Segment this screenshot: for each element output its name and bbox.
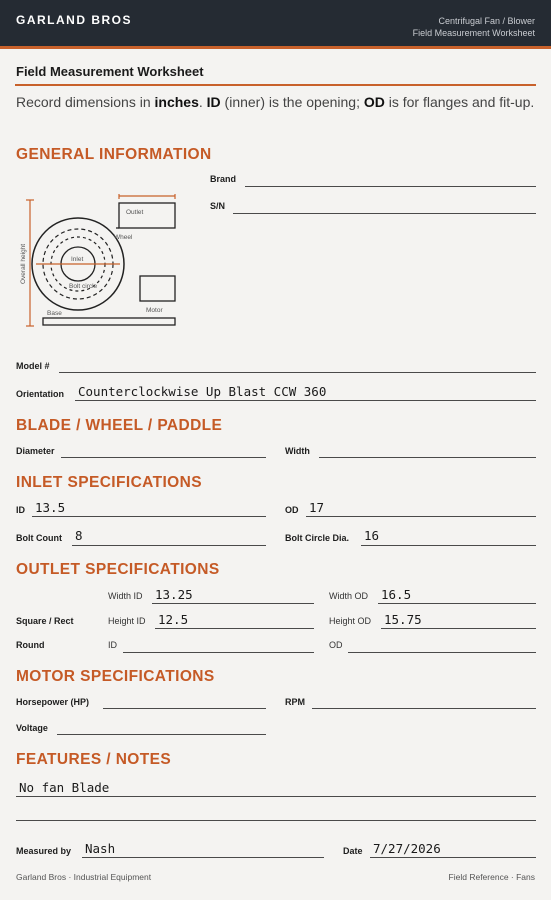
model-label: Model # bbox=[16, 361, 50, 371]
header-subtitle bbox=[413, 15, 535, 39]
bolt-circle-field-line bbox=[361, 545, 536, 546]
width-od-label: Width OD bbox=[329, 591, 369, 601]
bolt-count-field[interactable]: 8 bbox=[75, 528, 83, 543]
page-header bbox=[0, 0, 551, 46]
inlet-id-field-line bbox=[32, 516, 266, 517]
blade-width-label: Width bbox=[285, 446, 310, 456]
inlet-id-field[interactable]: 13.5 bbox=[35, 500, 66, 515]
voltage-field-line bbox=[57, 734, 266, 735]
section-general-heading: GENERAL INFORMATION bbox=[16, 146, 212, 163]
brand-label: Brand bbox=[210, 174, 237, 184]
notes-line-2-rule bbox=[16, 820, 536, 821]
brand-field-line bbox=[245, 186, 536, 187]
diameter-label: Diameter bbox=[16, 446, 55, 456]
worksheet-title: Field Measurement Worksheet bbox=[16, 64, 204, 79]
date-field-line bbox=[370, 857, 536, 858]
diagram-label-bolt-circle: Bolt circle bbox=[69, 283, 98, 290]
footer-left: Garland Bros · Industrial Equipment bbox=[16, 872, 152, 882]
bolt-circle-label: Bolt Circle Dia. bbox=[285, 533, 350, 543]
intro-bold: ID bbox=[206, 94, 221, 110]
square-rect-label: Square / Rect bbox=[16, 616, 74, 626]
date-field[interactable]: 7/27/2026 bbox=[373, 841, 441, 856]
blade-width-field-line bbox=[319, 457, 536, 458]
round-od-field-line bbox=[348, 652, 536, 653]
motor-box bbox=[140, 276, 175, 301]
diagram-label-motor: Motor bbox=[146, 307, 163, 314]
width-id-field-line bbox=[152, 603, 314, 604]
footer-right: Field Reference · Fans bbox=[448, 872, 535, 882]
header-subtitle-line2: Field Measurement Worksheet bbox=[412, 28, 535, 38]
brand-name: GARLAND BROS bbox=[16, 13, 132, 27]
round-id-field-line bbox=[123, 652, 314, 653]
title-rule bbox=[15, 84, 536, 86]
diagram-label-overall-height: Overall height bbox=[20, 243, 27, 284]
rpm-field-line bbox=[312, 708, 536, 709]
section-outlet-heading: OUTLET SPECIFICATIONS bbox=[16, 561, 220, 578]
fan-diagram bbox=[16, 194, 186, 334]
horsepower-field-line bbox=[103, 708, 266, 709]
height-id-field[interactable]: 12.5 bbox=[158, 612, 189, 627]
width-od-field[interactable]: 16.5 bbox=[381, 587, 412, 602]
height-od-label: Height OD bbox=[329, 616, 372, 626]
rpm-label: RPM bbox=[285, 697, 305, 707]
round-id-label: ID bbox=[108, 640, 117, 650]
section-blade-heading: BLADE / WHEEL / PADDLE bbox=[16, 417, 223, 434]
inlet-od-field[interactable]: 17 bbox=[309, 500, 325, 515]
notes-line-1[interactable]: No fan Blade bbox=[19, 780, 110, 795]
header-subtitle-line1: Centrifugal Fan / Blower bbox=[438, 16, 535, 26]
diagram-label-wheel: Wheel bbox=[114, 234, 133, 241]
orientation-field-line bbox=[75, 400, 536, 401]
round-od-label: OD bbox=[329, 640, 343, 650]
header-accent-bar bbox=[0, 46, 551, 49]
round-label: Round bbox=[16, 640, 45, 650]
inlet-od-label: OD bbox=[285, 505, 299, 515]
diagram-label-outlet: Outlet bbox=[126, 209, 144, 216]
section-inlet-heading: INLET SPECIFICATIONS bbox=[16, 474, 202, 491]
fan-diagram-svg bbox=[16, 194, 186, 334]
bolt-count-field-line bbox=[72, 545, 266, 546]
diagram-label-base: Base bbox=[47, 310, 62, 317]
bolt-circle-field[interactable]: 16 bbox=[364, 528, 380, 543]
section-features-heading: FEATURES / NOTES bbox=[16, 751, 172, 768]
intro-part: (inner) is the opening; bbox=[220, 94, 364, 110]
notes-line-1-rule bbox=[16, 796, 536, 797]
measured-by-field[interactable]: Nash bbox=[85, 841, 116, 856]
height-od-field[interactable]: 15.75 bbox=[384, 612, 422, 627]
height-id-field-line bbox=[155, 628, 314, 629]
measured-by-field-line bbox=[82, 857, 324, 858]
diameter-field-line bbox=[61, 457, 266, 458]
inlet-id-label: ID bbox=[16, 505, 25, 515]
height-od-field-line bbox=[381, 628, 536, 629]
intro-bold: inches bbox=[154, 94, 199, 110]
intro-text bbox=[16, 92, 541, 113]
model-field-line bbox=[59, 372, 536, 373]
voltage-label: Voltage bbox=[16, 723, 48, 733]
width-id-label: Width ID bbox=[108, 591, 143, 601]
intro-part: Record dimensions in bbox=[16, 94, 155, 110]
intro-part: . bbox=[198, 94, 207, 110]
orientation-field[interactable]: Counterclockwise Up Blast CCW 360 bbox=[78, 384, 327, 399]
width-od-field-line bbox=[378, 603, 536, 604]
intro-bold: OD bbox=[363, 94, 385, 110]
width-id-field[interactable]: 13.25 bbox=[155, 587, 193, 602]
inlet-od-field-line bbox=[306, 516, 536, 517]
sn-field-line bbox=[233, 213, 536, 214]
diagram-label-inlet: Inlet bbox=[71, 256, 84, 263]
measured-by-label: Measured by bbox=[16, 846, 72, 856]
bolt-count-label: Bolt Count bbox=[16, 533, 62, 543]
horsepower-label: Horsepower (HP) bbox=[16, 697, 90, 707]
date-label: Date bbox=[343, 846, 363, 856]
intro-part: is for flanges and fit-up. bbox=[384, 94, 535, 110]
base-rect bbox=[43, 318, 175, 325]
section-motor-heading: MOTOR SPECIFICATIONS bbox=[16, 668, 215, 685]
sn-label: S/N bbox=[210, 201, 226, 211]
orientation-label: Orientation bbox=[16, 389, 65, 399]
height-id-label: Height ID bbox=[108, 616, 146, 626]
